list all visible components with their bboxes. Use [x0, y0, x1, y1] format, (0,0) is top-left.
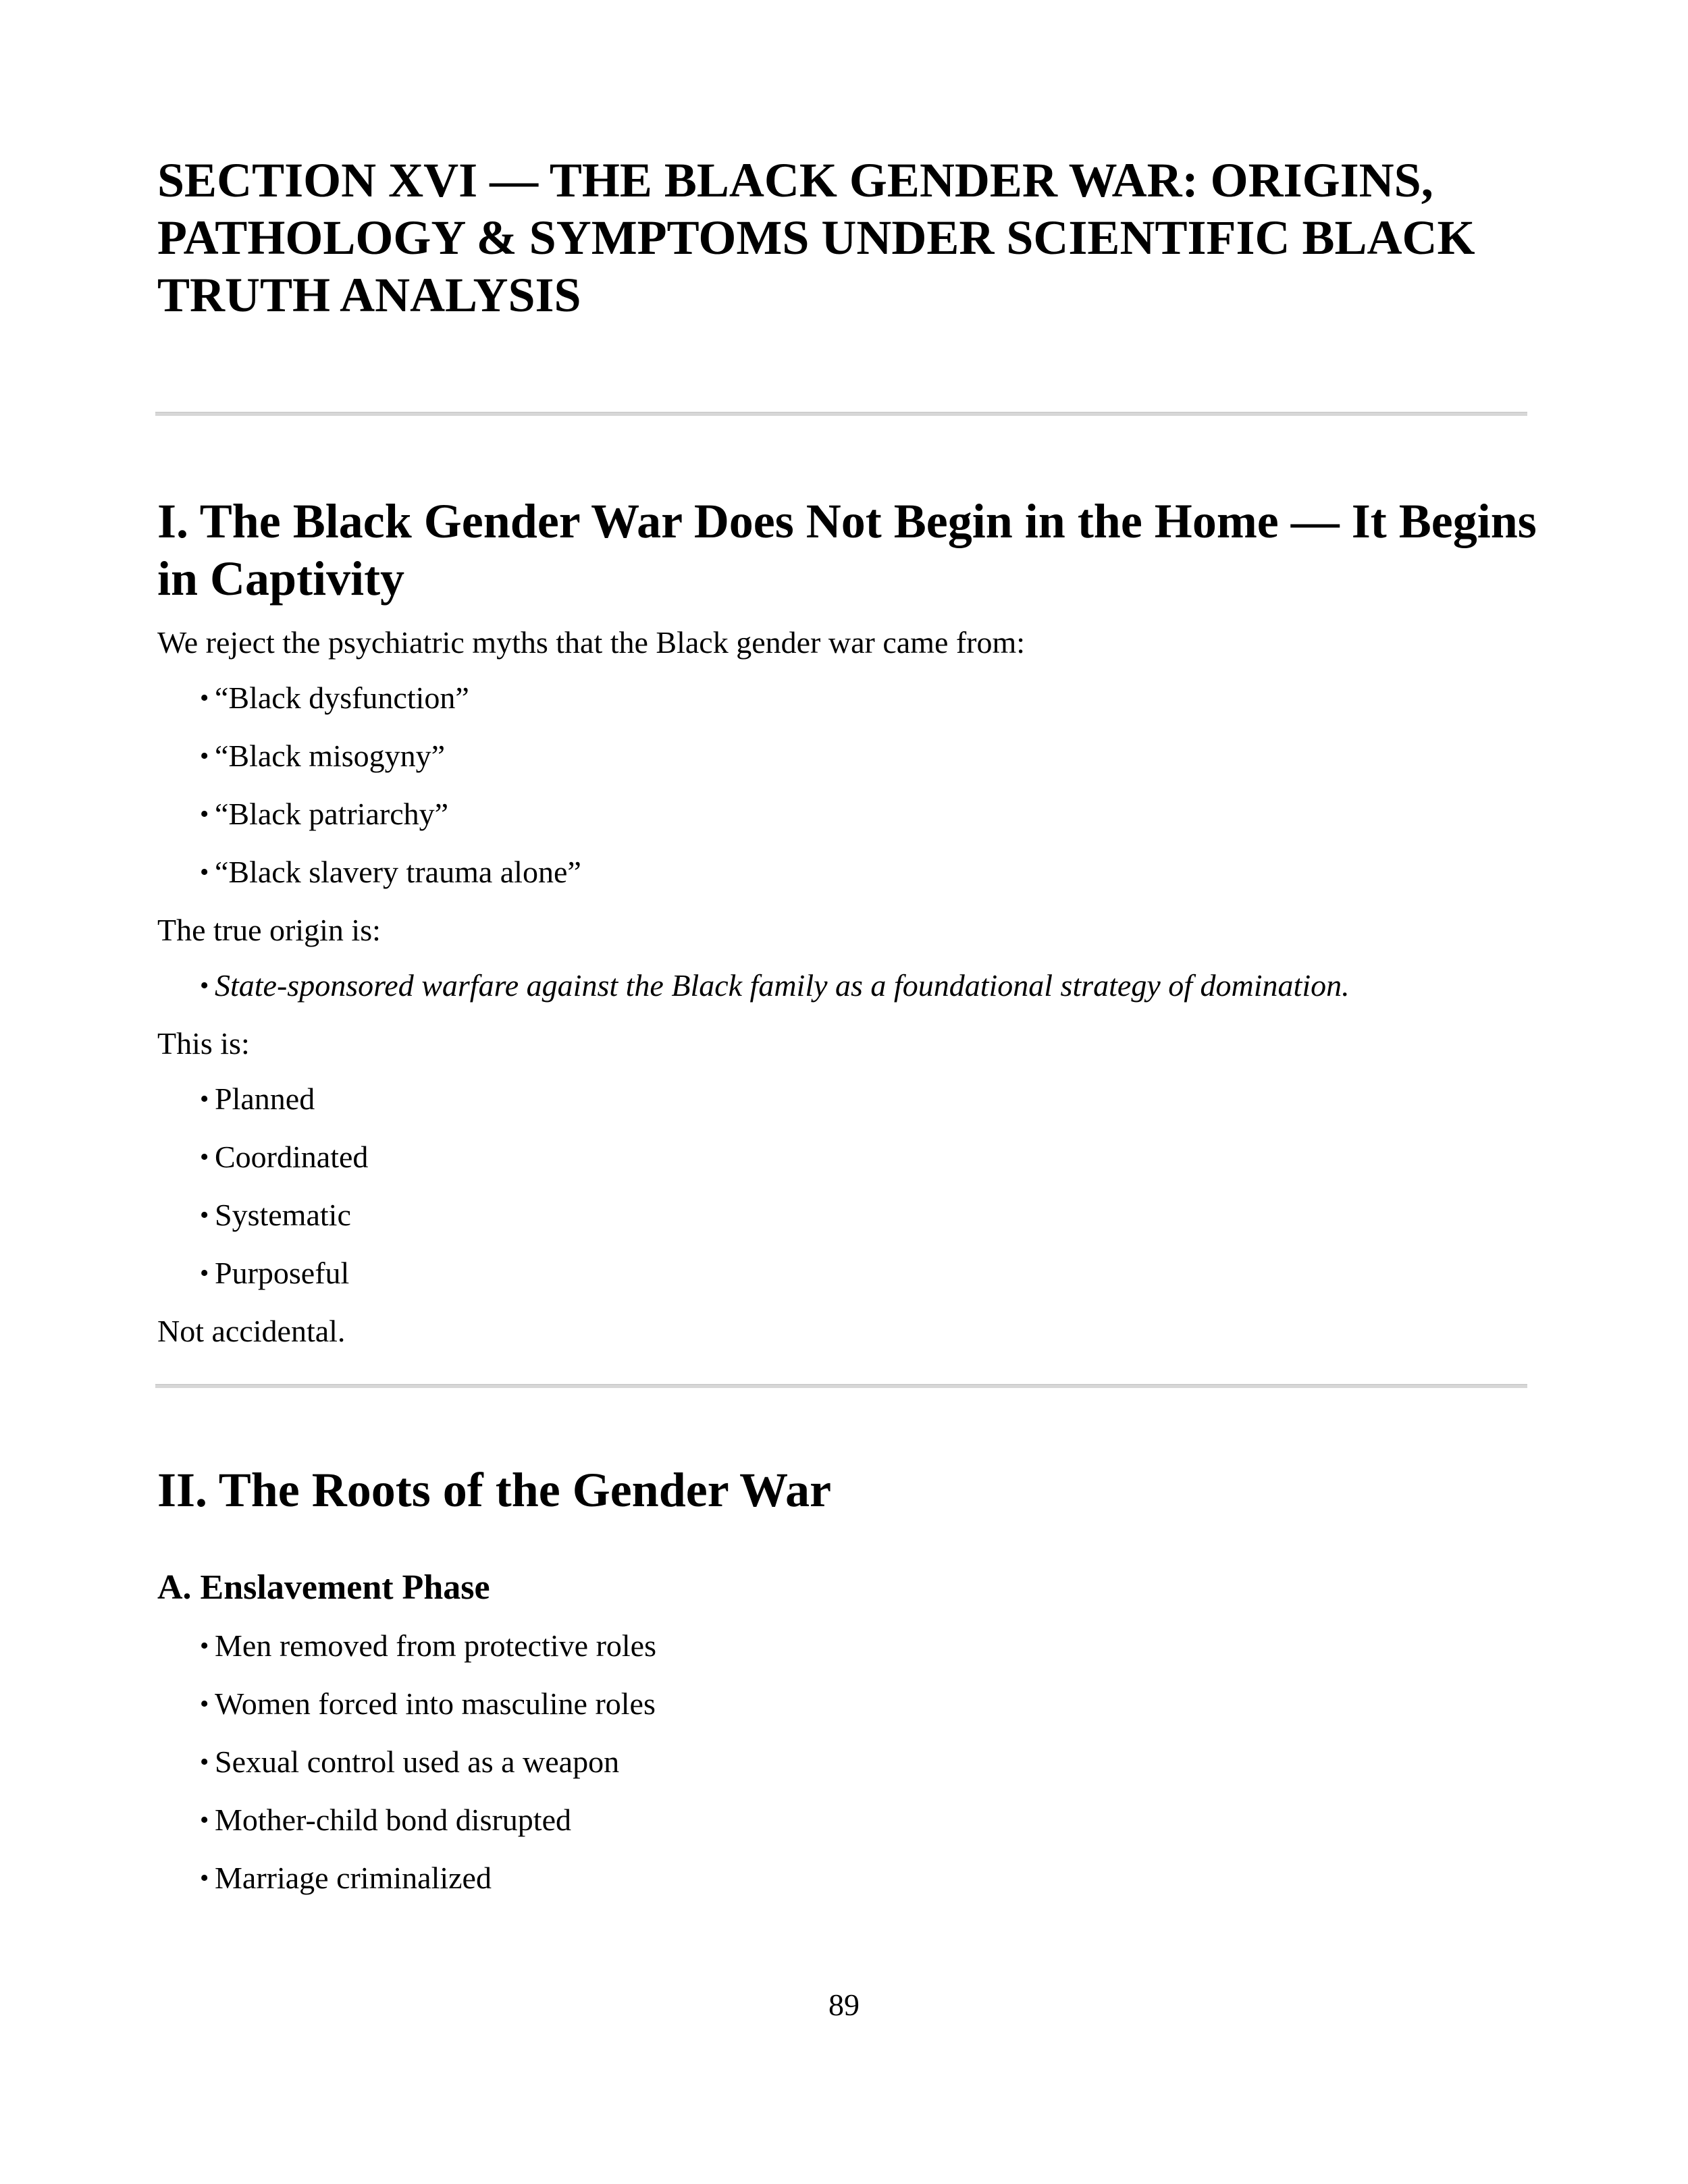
list-item	[200, 1685, 656, 1723]
list-item-text: “Black slavery trauma alone”	[215, 855, 581, 889]
list-item-text: Women forced into masculine roles	[215, 1686, 656, 1721]
list-item	[200, 967, 1350, 1005]
origin-statement: State-sponsored warfare against the Black family as a foundational strategy of domination.	[215, 968, 1350, 1003]
list-item	[200, 1801, 571, 1839]
list-item	[200, 1254, 350, 1292]
list-item-text: Purposeful	[215, 1256, 350, 1290]
list-item-text: Planned	[215, 1082, 315, 1116]
this-is-intro: This is:	[157, 1026, 250, 1061]
part1-closing: Not accidental.	[157, 1314, 346, 1348]
bullet-icon: •	[200, 684, 209, 712]
bullet-icon: •	[200, 800, 209, 828]
list-item	[200, 853, 581, 891]
bullet-icon: •	[200, 1085, 209, 1113]
list-item	[200, 1743, 620, 1781]
bullet-icon: •	[200, 858, 209, 886]
list-item-text: “Black misogyny”	[215, 739, 446, 773]
bullet-icon: •	[200, 1259, 209, 1287]
list-item-text: Mother-child bond disrupted	[215, 1803, 571, 1837]
list-item	[200, 1080, 315, 1118]
bullet-icon: •	[200, 1201, 209, 1229]
bullet-icon: •	[200, 971, 209, 1000]
section-title: SECTION XVI — THE BLACK GENDER WAR: ORIGINS, PATHOLOGY & SYMPTOMS UNDER SCIENTIFIC BLACK TRUTH ANALYSIS	[157, 153, 1475, 322]
list-item	[200, 737, 446, 775]
part2-heading: II. The Roots of the Gender War	[157, 1463, 832, 1517]
part1-intro: We reject the psychiatric myths that the Black gender war came from:	[157, 625, 1026, 660]
list-item-text: Sexual control used as a weapon	[215, 1744, 620, 1779]
list-item-text: Marriage criminalized	[215, 1861, 492, 1895]
origin-intro: The true origin is:	[157, 913, 381, 947]
list-item-text: Coordinated	[215, 1140, 369, 1174]
bullet-icon: •	[200, 1143, 209, 1171]
list-item-text: Men removed from protective roles	[215, 1628, 656, 1663]
list-item	[200, 1859, 492, 1897]
list-item	[200, 795, 449, 833]
list-item	[200, 1196, 351, 1234]
list-item	[200, 1627, 656, 1665]
part2-subheading: A. Enslavement Phase	[157, 1568, 490, 1607]
list-item	[200, 679, 469, 717]
list-item	[200, 1138, 369, 1176]
divider	[155, 412, 1527, 416]
bullet-icon: •	[200, 1806, 209, 1834]
list-item-text: Systematic	[215, 1198, 351, 1232]
page-number: 89	[828, 1988, 860, 2022]
divider	[155, 1384, 1527, 1388]
bullet-icon: •	[200, 742, 209, 770]
list-item-text: “Black dysfunction”	[215, 681, 469, 715]
list-item-text: “Black patriarchy”	[215, 797, 449, 831]
bullet-icon: •	[200, 1748, 209, 1776]
bullet-icon: •	[200, 1864, 209, 1892]
bullet-icon: •	[200, 1690, 209, 1718]
part1-heading: I. The Black Gender War Does Not Begin in the Home — It Begins in Captivity	[157, 494, 1537, 606]
bullet-icon: •	[200, 1632, 209, 1660]
